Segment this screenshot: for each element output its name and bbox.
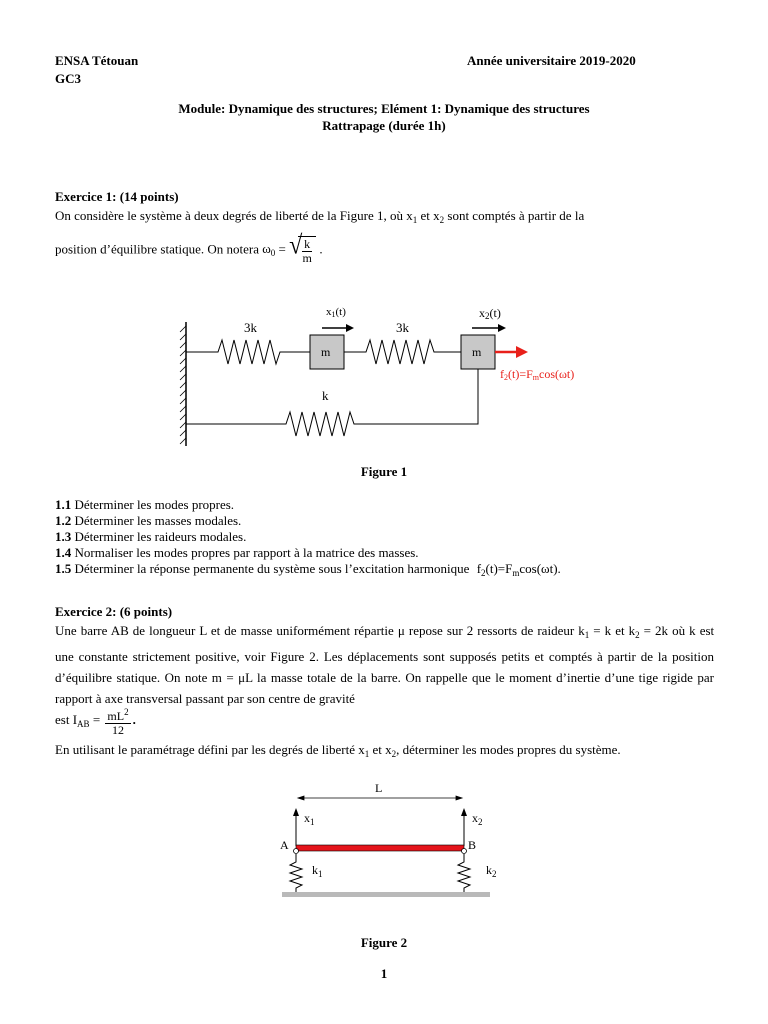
label-x1t: x1(t) [326, 306, 346, 319]
figure-2-diagram [268, 778, 504, 920]
spring-k-bottom [186, 369, 478, 436]
label-mass-2: m [472, 345, 482, 359]
label-x1: $x_1$ [304, 811, 315, 827]
label-force: f2(t)=Fmcos(ωt) [500, 367, 575, 382]
exercise-1-questions [55, 497, 561, 581]
force-arrow-icon [495, 346, 528, 358]
figure-1-caption: Figure 1 [360, 464, 408, 479]
figure-1-diagram [176, 300, 606, 450]
exercise-2-title: Exercice 2: (6 points) [55, 604, 173, 619]
x1-arrow-icon [322, 324, 354, 332]
label-L: L [375, 781, 383, 795]
exercise-2-text: Une barre AB de longueur L et de masse uniformément répartie μ repose sur 2 ressorts de raideur $k_1 = k$ et $k_2 = 2k$ où k est une constante strictement positive, voir Figure 2. Les déplacements sont supposés petits et comptés à partir de la position d’équilibre statique. On note m = μL la masse totale de la barre. On rappelle que le moment d’inertie d’une tige rigide par rapport à axe transversal passant par son centre de gravité [55, 623, 715, 706]
hinge-A [294, 849, 299, 854]
hinge-B [462, 849, 467, 854]
spring-3k-middle [344, 340, 461, 364]
exam-title: Rattrapage (durée 1h) [322, 118, 446, 133]
label-mass-1: m [321, 345, 331, 359]
fixed-wall [180, 322, 186, 446]
label-3k-middle: 3k [396, 320, 409, 335]
omega0-definition: position d’équilibre statique. On notera $\omega_0$ = √ $\frac{k}{m}$ . [55, 231, 323, 265]
academic-year: Année universitaire 2019-2020 [467, 53, 636, 68]
label-k-bottom: k [322, 388, 329, 403]
spring-3k-left [186, 340, 310, 364]
page-number: 1 [380, 966, 388, 981]
label-k2: $k_2$ [486, 863, 497, 879]
question-1-5: 1.5 Déterminer la réponse permanente du système sous l’excitation harmonique $f_2(t)=F_m\cos(\omega t)$. [55, 561, 561, 578]
question-1-2: 1.2 Déterminer les masses modales. [55, 513, 242, 528]
x2-arrow-icon [472, 324, 506, 332]
inertia-formula: est $I_{AB}$ = $\frac{mL^2}{12}$ . [55, 706, 136, 737]
ground [282, 892, 490, 897]
label-x2t: x2(t) [479, 306, 501, 321]
label-A: A [280, 838, 289, 852]
exercise-1-title: Exercice 1: (14 points) [55, 189, 179, 204]
question-1-1: 1.1 Déterminer les modes propres. [55, 497, 235, 512]
label-x2: $x_2$ [472, 811, 483, 827]
label-k1: $k_1$ [312, 863, 323, 879]
exercise-2-question: En utilisant le paramétrage défini par les degrés de liberté $x_1$ et $x_2$, déterminer les modes propres du système. [55, 742, 621, 759]
label-3k-left: 3k [244, 320, 257, 335]
question-1-3: 1.3 Déterminer les raideurs modales. [55, 529, 247, 544]
school-name: ENSA Tétouan [55, 53, 139, 68]
module-title: Module: Dynamique des structures; Elément 1: Dynamique des structures [178, 101, 590, 116]
bar-AB [296, 845, 464, 851]
class-name: GC3 [55, 71, 81, 86]
figure-2-caption: Figure 2 [360, 935, 408, 950]
label-B: B [468, 838, 477, 852]
exercise-1-intro: On considère le système à deux degrés de liberté de la Figure 1, où $x_1$ et $x_2$ sont comptés à partir de la [55, 208, 585, 225]
question-1-4: 1.4 Normaliser les modes propres par rapport à la matrice des masses. [55, 545, 419, 560]
